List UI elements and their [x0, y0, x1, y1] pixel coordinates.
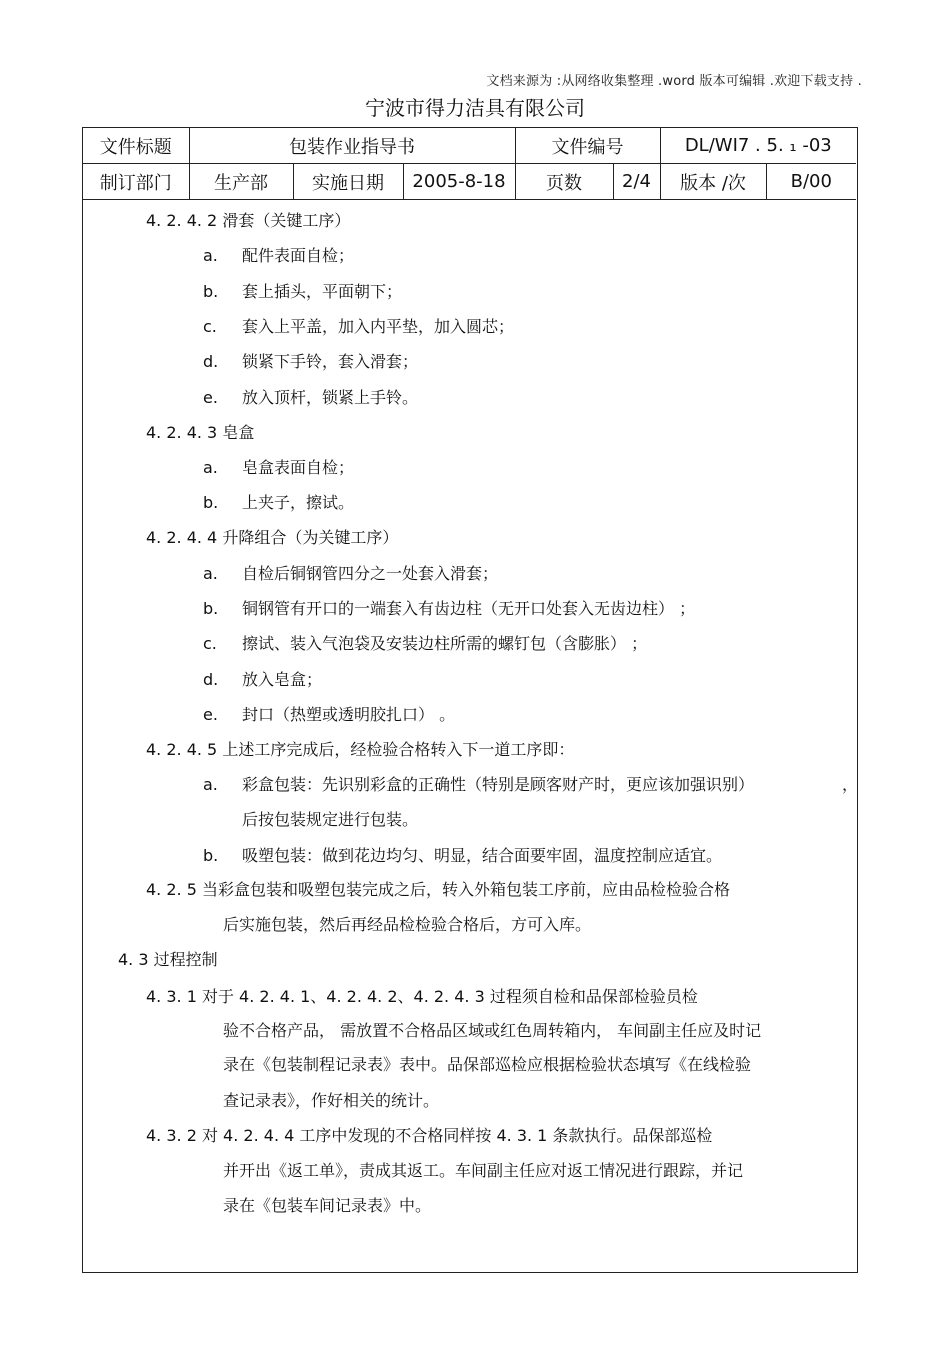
- section-heading: 4. 3 过程控制: [118, 950, 218, 969]
- date-value: 2005-8-18: [403, 164, 515, 200]
- section-heading: 4. 2. 4. 2 滑套（关键工序）: [146, 211, 351, 230]
- item-letter: a.: [203, 775, 218, 794]
- item-letter: c.: [203, 317, 217, 336]
- version-value: B/00: [766, 164, 856, 200]
- source-watermark: 文档来源为 :从网络收集整理 .word 版本可编辑 .欢迎下载支持 .: [486, 74, 862, 89]
- list-item: 皂盒表面自检；: [242, 458, 355, 477]
- paragraph-line: 录在《包装车间记录表》中。: [223, 1196, 432, 1215]
- paragraph-line: 查记录表》，作好相关的统计。: [223, 1091, 440, 1110]
- list-item: 擦试、装入气泡袋及安装边柱所需的螺钉包（含膨胀） ；: [242, 634, 648, 653]
- doc-title-label: 文件标题: [83, 128, 189, 164]
- page-value: 2/4: [613, 164, 660, 200]
- item-letter: a.: [203, 458, 218, 477]
- item-letter: e.: [203, 705, 218, 724]
- paragraph-line: 并开出《返工单》，责成其返工。车间副主任应对返工情况进行跟踪，并记: [223, 1161, 744, 1180]
- list-item: 放入顶杆，锁紧上手铃。: [242, 388, 419, 407]
- item-letter: c.: [203, 634, 217, 653]
- item-letter: d.: [203, 670, 219, 689]
- document-frame: [82, 127, 858, 1273]
- item-letter: b.: [203, 493, 219, 512]
- dept-label: 制订部门: [83, 164, 189, 200]
- trailing-comma: ，: [842, 775, 859, 794]
- date-label: 实施日期: [293, 164, 403, 200]
- doc-no-label: 文件编号: [515, 128, 660, 164]
- item-letter: b.: [203, 599, 219, 618]
- item-letter: e.: [203, 388, 218, 407]
- list-item: 自检后铜钢管四分之一处套入滑套；: [242, 564, 499, 583]
- list-item: 上夹子，擦试。: [242, 493, 355, 512]
- header-table: [83, 128, 856, 200]
- section-heading: 4. 2. 4. 3 皂盒: [146, 423, 255, 442]
- section-heading: 4. 2. 4. 4 升降组合（为关键工序）: [146, 528, 399, 547]
- list-item: 铜钢管有开口的一端套入有齿边柱（无开口处套入无齿边柱） ；: [242, 599, 696, 618]
- item-letter: b.: [203, 846, 219, 865]
- paragraph-line: 验不合格产品， 需放置不合格品区域或红色周转箱内， 车间副主任应及时记: [223, 1021, 762, 1040]
- paragraph-line: 4. 2. 5 当彩盒包装和吸塑包装完成之后，转入外箱包装工序前，应由品检检验合格: [146, 880, 730, 899]
- list-item: 套上插头，平面朝下；: [242, 282, 403, 301]
- item-letter: a.: [203, 564, 218, 583]
- item-letter: a.: [203, 246, 218, 265]
- list-item: 锁紧下手铃，套入滑套；: [242, 352, 419, 371]
- paragraph-line: 后实施包装，然后再经品检检验合格后，方可入库。: [223, 915, 592, 934]
- doc-title: 包装作业指导书: [189, 128, 515, 164]
- company-name: 宁波市得力洁具有限公司: [365, 96, 585, 120]
- list-item-continued: 后按包装规定进行包装。: [242, 810, 419, 829]
- section-heading: 4. 2. 4. 5 上述工序完成后，经检验合格转入下一道工序即：: [146, 740, 575, 759]
- paragraph-line: 4. 3. 2 对 4. 2. 4. 4 工序中发现的不合格同样按 4. 3. 1 条款执行。品保部巡检: [146, 1126, 713, 1145]
- list-item: 吸塑包装：做到花边均匀、明显，结合面要牢固，温度控制应适宜。: [242, 846, 723, 865]
- paragraph-line: 4. 3. 1 对于 4. 2. 4. 1、4. 2. 4. 2、4. 2. 4. 3 过程须自检和品保部检验员检: [146, 987, 698, 1006]
- item-letter: b.: [203, 282, 219, 301]
- list-item: 套入上平盖，加入内平垫，加入圆芯；: [242, 317, 515, 336]
- page-label: 页数: [515, 164, 613, 200]
- version-label: 版本 /次: [660, 164, 766, 200]
- dept-value: 生产部: [189, 164, 293, 200]
- doc-no: DL/WI7 . 5. ₁ -03: [660, 128, 856, 164]
- list-item: 封口（热塑或透明胶扎口） 。: [242, 705, 456, 724]
- list-item: 彩盒包装：先识别彩盒的正确性（特别是顾客财产时，更应该加强识别）: [242, 775, 755, 794]
- paragraph-line: 录在《包装制程记录表》表中。品保部巡检应根据检验状态填写《在线检验: [223, 1055, 752, 1074]
- list-item: 放入皂盒；: [242, 670, 323, 689]
- item-letter: d.: [203, 352, 219, 371]
- list-item: 配件表面自检；: [242, 246, 355, 265]
